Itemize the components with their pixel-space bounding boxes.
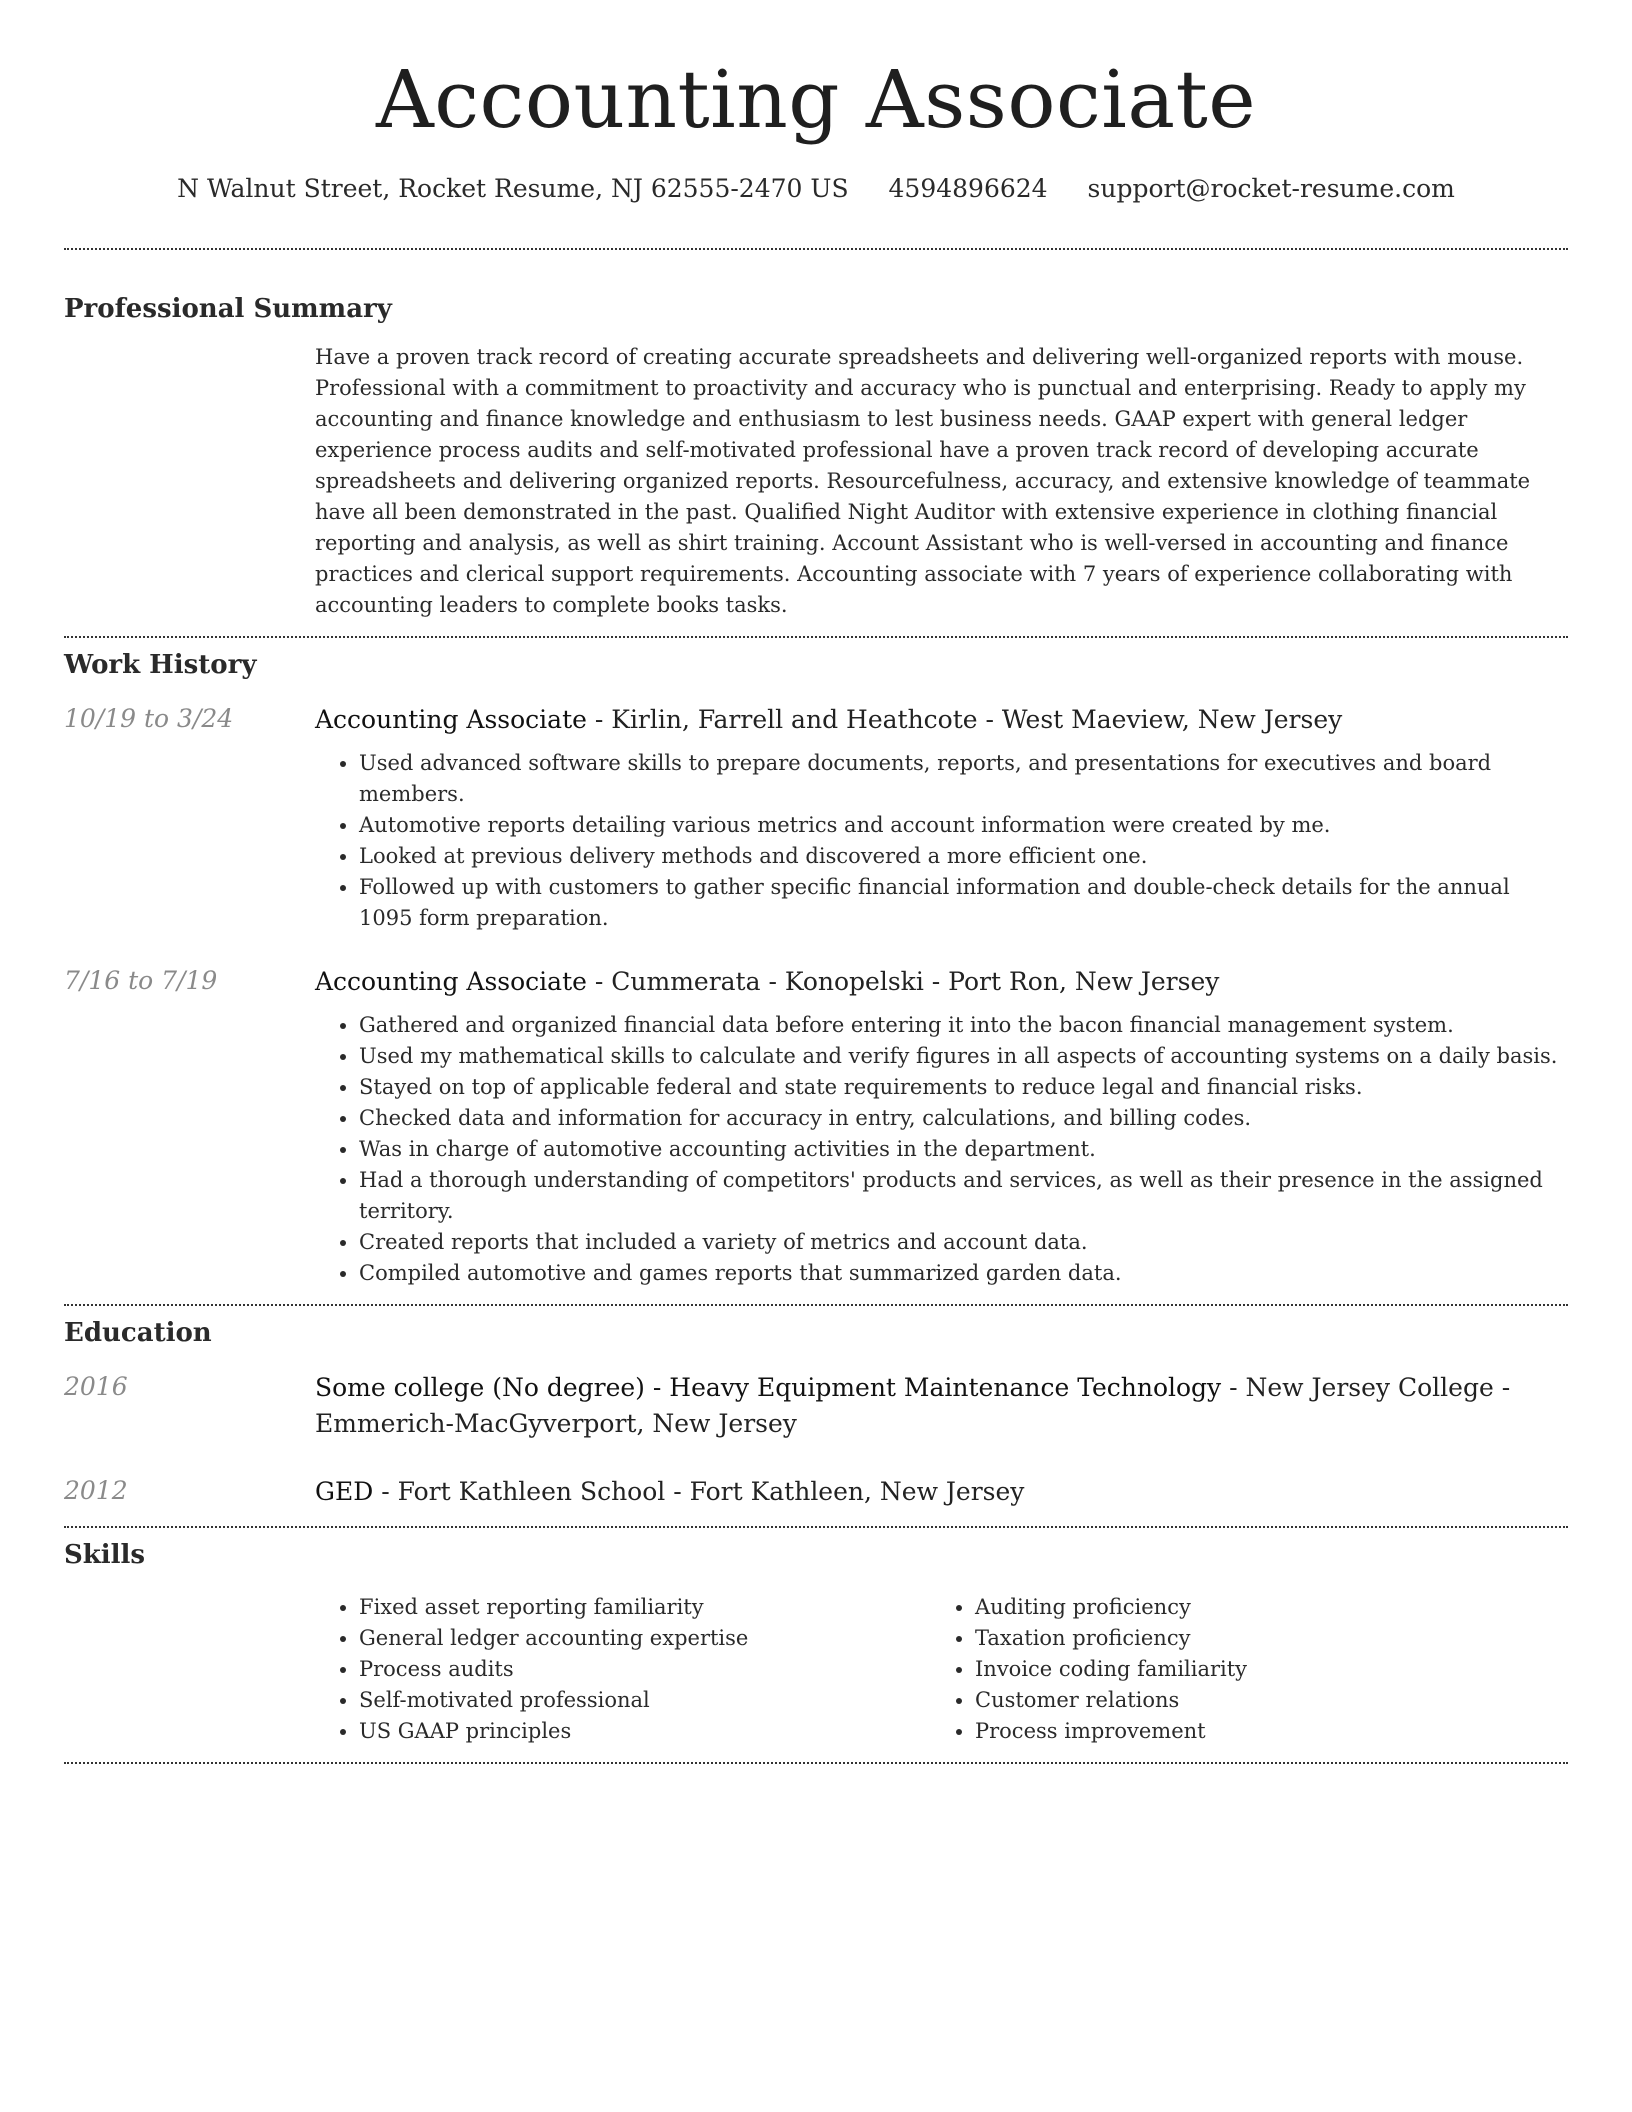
summary-content <box>315 342 1568 621</box>
section-title-skills: Skills <box>64 1540 146 1570</box>
list-item: • Gathered and organized financial data before entering it into the bacon financial management system. <box>359 1010 1568 1041</box>
job-dates: 10/19 to 3/24 <box>64 704 234 733</box>
list-item: • Looked at previous delivery methods and discovered a more efficient one. <box>359 841 1568 872</box>
list-item: • Stayed on top of applicable federal and state requirements to reduce legal and financial risks. <box>359 1072 1568 1103</box>
list-item: • Followed up with customers to gather specific financial information and double-check details for the annual 1095 form preparation. <box>359 872 1568 934</box>
skill-item: • Customer relations <box>975 1685 1547 1716</box>
resume-page <box>64 0 1568 1764</box>
contact-phone: 4594896624 <box>888 174 1048 203</box>
skill-item: • Process audits <box>359 1654 931 1685</box>
skill-item: • US GAAP principles <box>359 1716 931 1747</box>
skills-spacer <box>64 1592 315 1747</box>
skill-item: • Taxation proficiency <box>975 1623 1547 1654</box>
education-school: - Fort Kathleen School - Fort Kathleen, New Jersey <box>373 1477 1025 1506</box>
divider <box>64 1304 1568 1306</box>
job-entry <box>64 964 1568 1289</box>
skill-item: • Self-motivated professional <box>359 1685 931 1716</box>
education-details <box>315 1474 1568 1510</box>
skill-item: • General ledger accounting expertise <box>359 1623 931 1654</box>
list-item: • Used my mathematical skills to calculate and verify figures in all aspects of accounting systems on a daily basis. <box>359 1041 1568 1072</box>
list-item: • Created reports that included a variety of metrics and account data. <box>359 1227 1568 1258</box>
education-degree: Some college (No degree) - Heavy Equipment Maintenance Technology <box>315 1373 1222 1402</box>
education-entry <box>64 1370 1568 1442</box>
job-details <box>315 964 1568 1289</box>
skills-grid <box>315 1592 1568 1747</box>
divider <box>64 636 1568 638</box>
education-year: 2012 <box>64 1476 128 1505</box>
summary-text: Have a proven track record of creating accurate spreadsheets and delivering well-organized reports with mouse. Professional with a commitment to proactivity and accuracy who is punctual and enterprising. Ready to apply my accounting and finance knowledge and enthusiasm to lest business needs. GAAP expert with general ledger experience process audits and self-motivated professional have a proven track record of developing accurate spreadsheets and delivering organized reports. Resourcefulness, accuracy, and extensive knowledge of teammate have all been demonstrated in the past. Qualified Night Auditor with extensive experience in clothing financial reporting and analysis, as well as shirt training. Account Assistant who is well-versed in accounting and finance practices and clerical support requirements. Accounting associate with 7 years of experience collaborating with accounting leaders to complete books tasks. <box>315 345 1531 617</box>
list-item: • Was in charge of automotive accounting activities in the department. <box>359 1134 1568 1165</box>
job-title <box>315 702 1568 738</box>
job-bullets <box>315 1010 1568 1289</box>
job-dates: 7/16 to 7/19 <box>64 966 218 995</box>
education-year: 2016 <box>64 1372 128 1401</box>
education-entry <box>64 1474 1568 1510</box>
resume-name: Accounting Associate <box>375 53 1257 146</box>
skill-item: • Invoice coding familiarity <box>975 1654 1547 1685</box>
skills-list-right <box>931 1592 1547 1747</box>
list-item: • Checked data and information for accuracy in entry, calculations, and billing codes. <box>359 1103 1568 1134</box>
education-title <box>315 1474 1568 1510</box>
section-title-education: Education <box>64 1318 212 1348</box>
education-school: - New Jersey College - Emmerich-MacGyverport, New Jersey <box>315 1373 1511 1438</box>
list-item: • Used advanced software skills to prepare documents, reports, and presentations for executives and board members. <box>359 748 1568 810</box>
job-bullets <box>315 748 1568 934</box>
skill-item: • Auditing proficiency <box>975 1592 1547 1623</box>
section-title-summary: Professional Summary <box>64 294 392 324</box>
section-title-work: Work History <box>64 650 257 680</box>
skill-item: • Process improvement <box>975 1716 1547 1747</box>
education-title <box>315 1370 1568 1442</box>
education-details <box>315 1370 1568 1442</box>
divider <box>64 248 1568 250</box>
job-entry <box>64 702 1568 934</box>
contact-email: support@rocket-resume.com <box>1087 174 1455 203</box>
job-details <box>315 702 1568 934</box>
job-role: Accounting Associate <box>315 705 587 734</box>
list-item: • Compiled automotive and games reports that summarized garden data. <box>359 1258 1568 1289</box>
summary-row <box>64 342 1568 621</box>
job-company: - Cummerata - Konopelski - Port Ron, New Jersey <box>586 967 1220 996</box>
divider <box>64 1526 1568 1528</box>
divider <box>64 1762 1568 1764</box>
contact-address: N Walnut Street, Rocket Resume, NJ 62555-2470 US <box>177 174 849 203</box>
job-role: Accounting Associate <box>315 967 587 996</box>
skills-list-left <box>315 1592 931 1747</box>
summary-spacer <box>64 342 315 621</box>
list-item: • Automotive reports detailing various metrics and account information were created by me. <box>359 810 1568 841</box>
skill-item: • Fixed asset reporting familiarity <box>359 1592 931 1623</box>
contact-line <box>64 172 1568 206</box>
list-item: • Had a thorough understanding of competitors' products and services, as well as their presence in the assigned territory. <box>359 1165 1568 1227</box>
skills-row <box>64 1592 1568 1747</box>
education-degree: GED <box>315 1477 374 1506</box>
job-title <box>315 964 1568 1000</box>
job-company: - Kirlin, Farrell and Heathcote - West Maeview, New Jersey <box>586 705 1343 734</box>
